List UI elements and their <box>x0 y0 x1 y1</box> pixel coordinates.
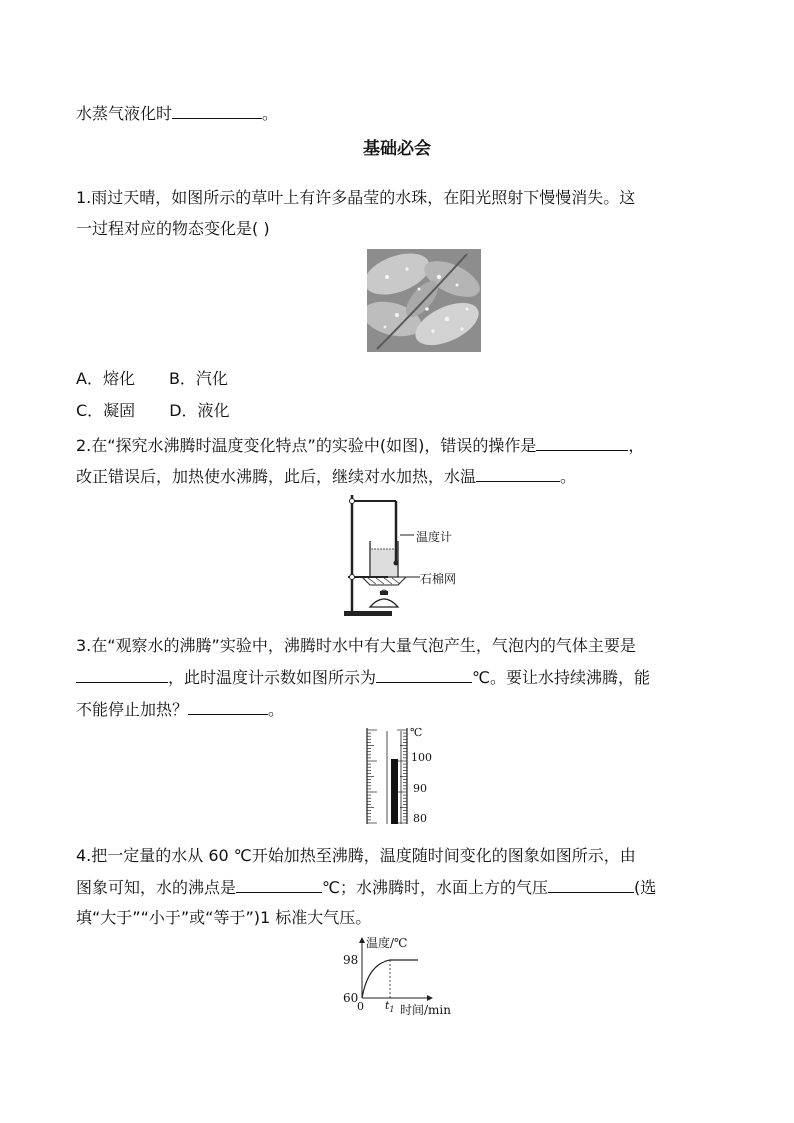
q1-line2: 一过程对应的物态变化是( ) <box>76 219 270 238</box>
q3-end: 。 <box>268 700 285 719</box>
y-tick-98: 98 <box>343 953 359 967</box>
q2-line1 <box>76 435 644 456</box>
answer-blank[interactable] <box>188 699 268 715</box>
y-tick-60: 60 <box>343 991 359 1005</box>
boiling-apparatus-figure <box>340 493 470 618</box>
q4-line2 <box>76 877 656 898</box>
q2-text2: 改正错误后，加热使水沸腾，此后，继续对水加热，水温 <box>76 467 477 486</box>
answer-blank[interactable] <box>548 877 634 893</box>
q4-text: 图象可知，水的沸点是 <box>76 878 237 897</box>
q1-line1: 1.雨过天晴，如图所示的草叶上有许多晶莹的水珠，在阳光照射下慢慢消失。这 <box>76 188 636 207</box>
option-a[interactable]: A．熔化 <box>76 369 135 388</box>
t1-label: $t_1$ <box>385 999 395 1015</box>
q4-line1: 4.把一定量的水从 60 ℃开始加热至沸腾，温度随时间变化的图象如图所示，由 <box>76 846 636 865</box>
section-heading: 基础必会 <box>363 139 431 159</box>
origin-label: 0 <box>357 1000 364 1013</box>
answer-blank[interactable] <box>236 877 322 893</box>
q3-text: ，此时温度计示数如图所示为 <box>168 668 377 687</box>
thermometer-label: 温度计 <box>416 530 453 544</box>
option-d[interactable]: D．液化 <box>169 401 230 420</box>
q2-text: 2.在“探究水沸腾时温度变化特点”的实验中(如图)，错误的操作是 <box>76 436 537 455</box>
intro-text: 水蒸气液化时 <box>76 104 173 123</box>
option-b[interactable]: B．汽化 <box>168 369 228 388</box>
intro-line <box>76 103 278 124</box>
q3-line2 <box>76 667 650 688</box>
option-c[interactable]: C．凝固 <box>76 401 136 420</box>
answer-blank[interactable] <box>76 667 168 683</box>
q3-text3: 不能停止加热？ <box>76 700 189 719</box>
unit-label: ℃ <box>410 726 423 739</box>
intro-end: 。 <box>262 104 279 123</box>
temperature-time-graph <box>340 934 470 1018</box>
answer-blank[interactable] <box>536 435 628 451</box>
q3-line3 <box>76 699 284 720</box>
graph-xlabel: 时间/min <box>400 1003 451 1017</box>
gauze-label: 石棉网 <box>420 572 457 586</box>
q1-options-row1 <box>76 369 228 389</box>
q2-end: 。 <box>560 467 577 486</box>
leaf-water-droplets-photo <box>367 249 481 352</box>
answer-blank[interactable] <box>376 667 472 683</box>
tick-label-100: 100 <box>411 751 432 764</box>
graph-ylabel: 温度/℃ <box>366 936 408 950</box>
q3-line1: 3.在“观察水的沸腾”实验中，沸腾时水中有大量气泡产生，气泡内的气体主要是 <box>76 636 636 655</box>
q4-line3: 填“大于”“小于”或“等于”)1 标准大气压。 <box>76 908 372 927</box>
thermometer-reading-figure <box>365 726 440 826</box>
q4-text3: (选 <box>634 878 657 897</box>
answer-blank[interactable] <box>172 103 262 119</box>
answer-blank[interactable] <box>476 466 560 482</box>
q2-line2 <box>76 466 576 487</box>
tick-label-80: 80 <box>413 812 427 825</box>
q3-text2: ℃。要让水持续沸腾，能 <box>472 668 650 687</box>
q2-comma: ， <box>628 436 645 455</box>
q4-text2: ℃；水沸腾时，水面上方的气压 <box>322 878 548 897</box>
q1-options-row2 <box>76 401 230 421</box>
tick-label-90: 90 <box>413 782 427 795</box>
